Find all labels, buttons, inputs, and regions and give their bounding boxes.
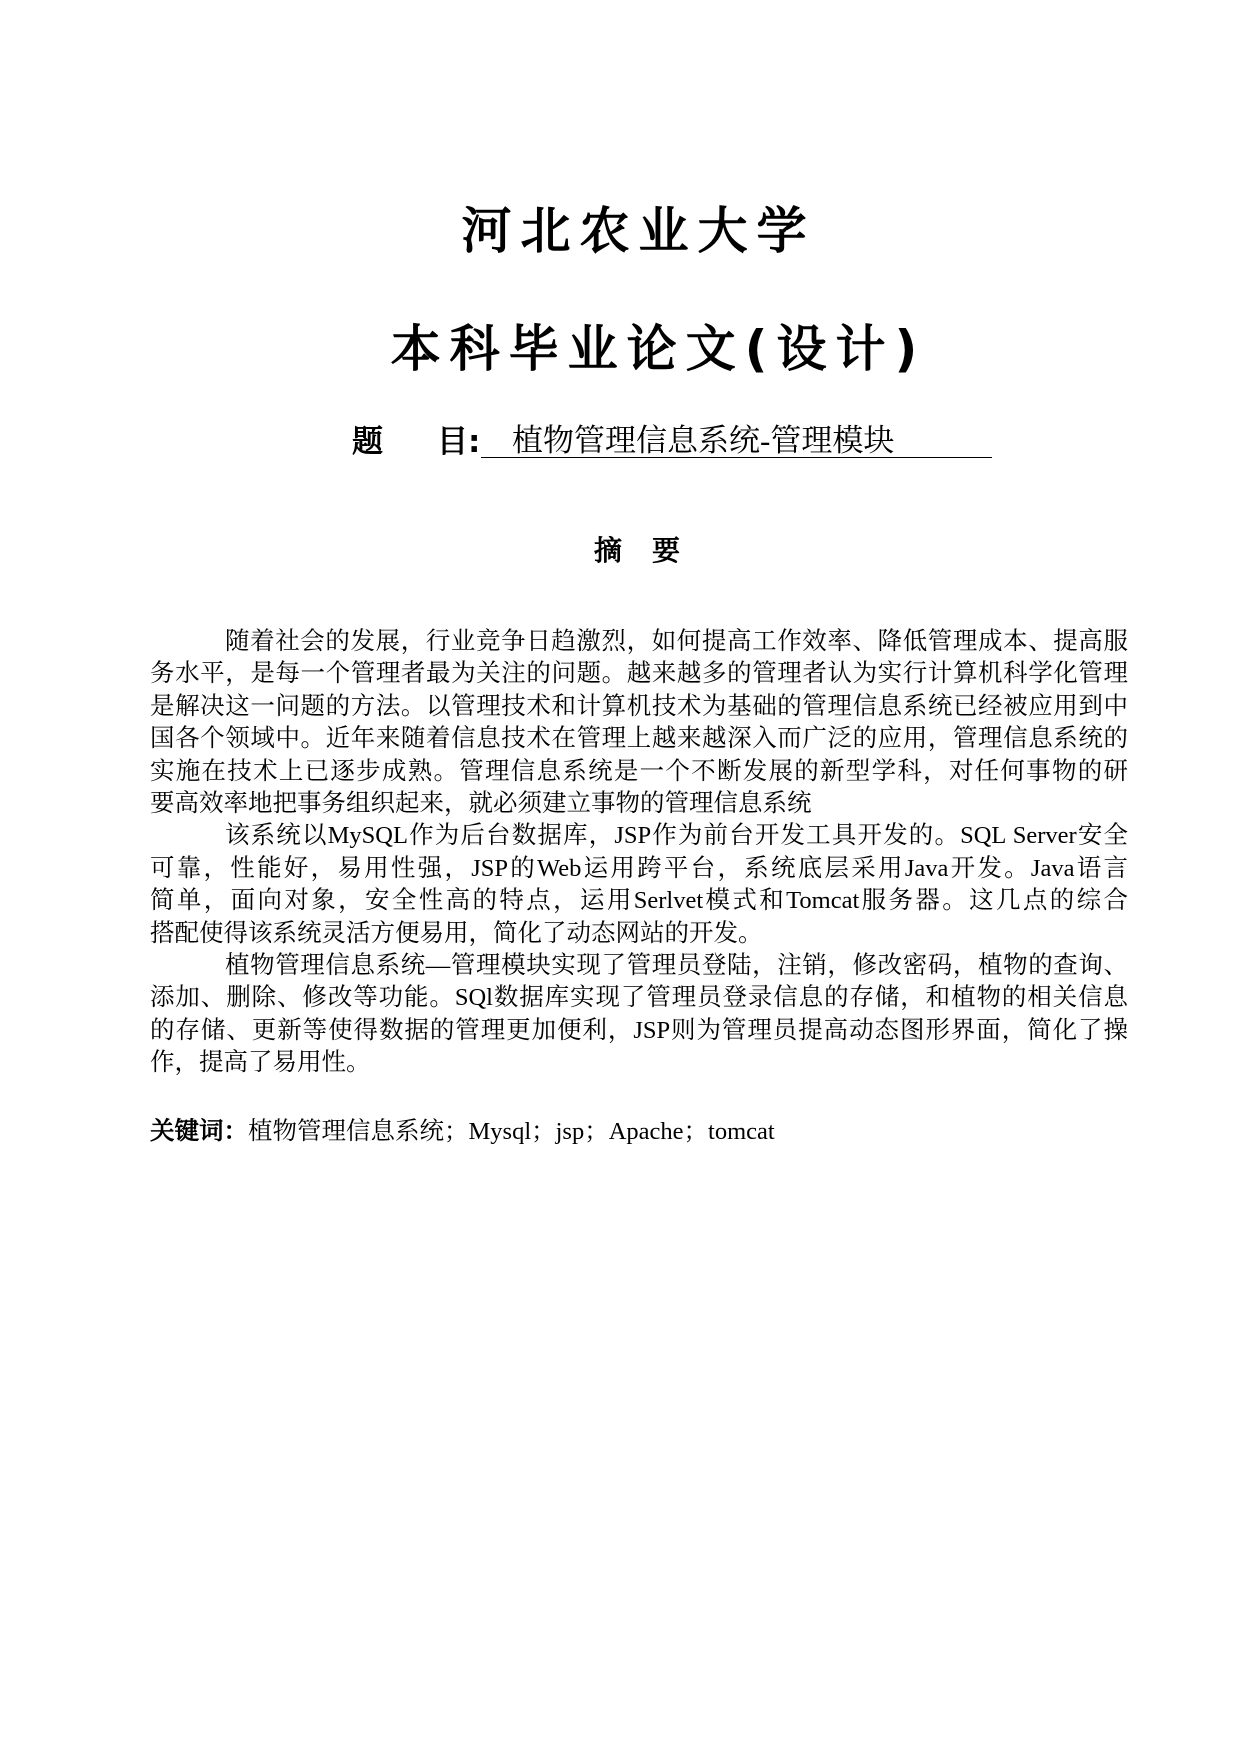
topic-value: 植物管理信息系统-管理模块 [481, 424, 992, 458]
keywords-label: 关键词： [150, 1116, 248, 1145]
abstract-paragraph [150, 626, 1128, 820]
abstract-line: 要高效率地把事务组织起来，就必须建立事物的管理信息系统 [150, 789, 812, 817]
keywords-value: 植物管理信息系统；Mysql；jsp；Apache；tomcat [248, 1118, 775, 1145]
university-title: 河北农业大学 [461, 202, 816, 260]
abstract-line: 是解决这一问题的方法。以管理技术和计算机技术为基础的管理信息系统已经被应用到中 [150, 692, 1128, 720]
abstract-line: 简单，面向对象，安全性高的特点，运用Serlvet模式和Tomcat服务器。这几点的综合 [150, 887, 1128, 915]
abstract-line: 随着社会的发展，行业竞争日趋激烈，如何提高工作效率、降低管理成本、提高服 [225, 628, 1128, 655]
abstract-line: 的存储、更新等使得数据的管理更加便利，JSP则为管理员提高动态图形界面，简化了操 [150, 1016, 1128, 1044]
topic-label-second: 目: [437, 424, 481, 460]
abstract-paragraph [150, 950, 1128, 1080]
abstract-line: 务水平，是每一个管理者最为关注的问题。越来越多的管理者认为实行计算机科学化管理 [150, 660, 1128, 688]
abstract-heading-first: 摘 [594, 534, 623, 567]
abstract-line: 添加、删除、修改等功能。SQl数据库实现了管理员登录信息的存储，和植物的相关信息 [150, 984, 1128, 1012]
abstract-heading-second: 要 [652, 534, 681, 567]
abstract-body [150, 626, 1128, 1079]
abstract-line: 植物管理信息系统—管理模块实现了管理员登陆，注销，修改密码，植物的查询、 [225, 951, 1128, 979]
abstract-line: 搭配使得该系统灵活方便易用，简化了动态网站的开发。 [150, 919, 763, 947]
abstract-paragraph [150, 820, 1128, 950]
abstract-line: 可靠，性能好，易用性强，JSP的Web运用跨平台，系统底层采用Java开发。Java语言 [150, 854, 1128, 882]
abstract-line: 实施在技术上已逐步成熟。管理信息系统是一个不断发展的新型学科，对任何事物的研 [150, 757, 1128, 785]
keywords-line [150, 1115, 1128, 1147]
abstract-line: 作，提高了易用性。 [150, 1049, 371, 1077]
topic-label-first: 题 [352, 424, 383, 460]
abstract-line: 该系统以MySQL作为后台数据库，JSP作为前台开发工具开发的。SQL Server安全 [225, 822, 1128, 850]
thesis-type-title: 本科毕业论文(设计) [390, 320, 927, 378]
abstract-line: 国各个领域中。近年来随着信息技术在管理上越来越深入而广泛的应用，管理信息系统的 [150, 725, 1128, 753]
